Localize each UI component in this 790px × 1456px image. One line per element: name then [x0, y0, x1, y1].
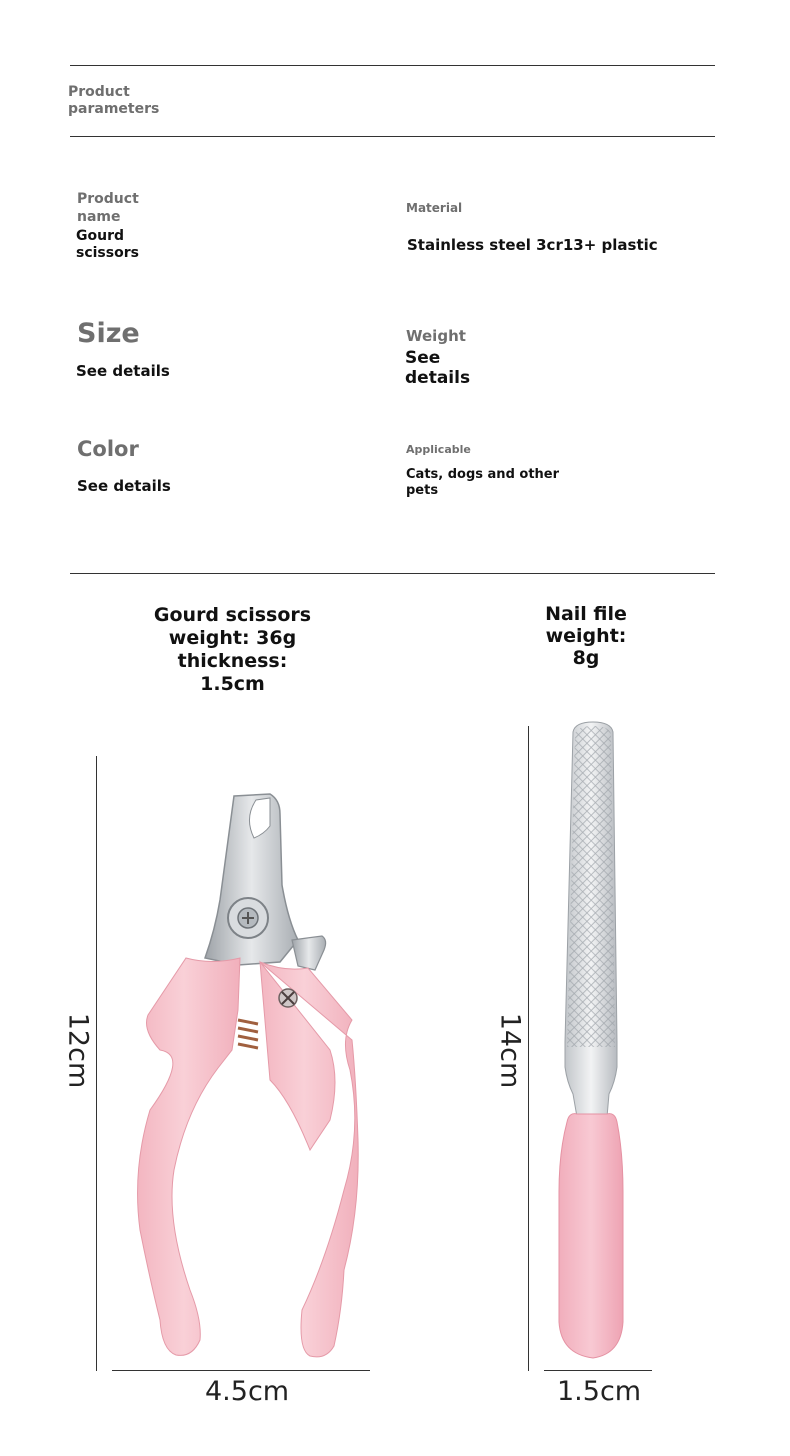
file-width-label: 1.5cm	[557, 1376, 642, 1407]
scissors-width-line	[112, 1370, 370, 1371]
file-height-line	[528, 726, 529, 1371]
gourd-scissors-image	[130, 790, 390, 1370]
params-bottom-rule	[70, 573, 715, 574]
scissors-caption-line: weight: 36g	[168, 627, 297, 649]
weight-value: See details	[405, 348, 471, 388]
weight-label: Weight	[406, 327, 466, 345]
color-label: Color	[77, 437, 139, 461]
top-rule	[70, 65, 715, 66]
nail-file-caption-line: weight:	[545, 625, 627, 647]
header-bottom-rule	[70, 136, 715, 137]
nail-file-caption-line: 8g	[572, 647, 600, 669]
product-name-value: Gourd scissors	[76, 228, 139, 261]
scissors-width-label: 4.5cm	[205, 1376, 290, 1407]
scissors-caption-line: 1.5cm	[200, 673, 265, 695]
nail-file-caption	[520, 603, 652, 669]
material-value: Stainless steel 3cr13+ plastic	[407, 236, 658, 254]
nail-file-image	[553, 722, 633, 1362]
size-value: See details	[76, 362, 170, 380]
scissors-height-label: 12cm	[62, 1012, 94, 1089]
material-label: Material	[406, 201, 463, 215]
scissors-caption	[140, 604, 325, 696]
applicable-value: Cats, dogs and other pets	[406, 467, 560, 498]
color-value: See details	[77, 477, 171, 495]
size-label: Size	[77, 318, 140, 349]
file-width-line	[544, 1370, 652, 1371]
scissors-height-line	[96, 756, 97, 1371]
scissors-caption-line: thickness:	[177, 650, 288, 672]
product-name-label: Product name	[77, 191, 139, 225]
nail-file-caption-line: Nail file	[545, 603, 627, 625]
scissors-caption-line: Gourd scissors	[153, 604, 312, 626]
file-height-label: 14cm	[494, 1012, 526, 1089]
applicable-label: Applicable	[406, 443, 471, 456]
section-title: Product parameters	[68, 84, 160, 117]
